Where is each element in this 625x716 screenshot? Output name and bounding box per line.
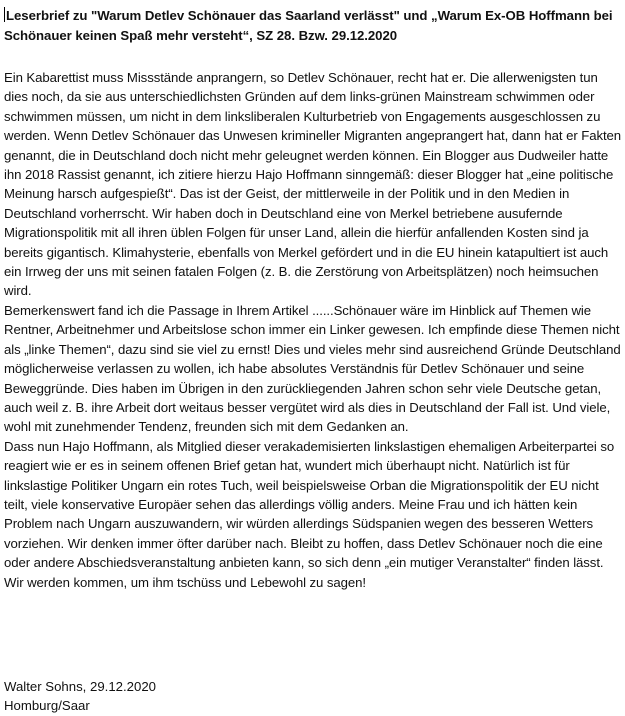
letter-title — [4, 6, 622, 46]
paragraph-3: Dass nun Hajo Hoffmann, als Mitglied dieser verakademisierten linkslastigen ehemaligen Arbeiterpartei so reagiert wie er es in seinem offenen Brief getan hat, wundert mich überhaupt nicht. Natürlich ist für linkslastige Politiker Ungarn ein rotes Tuch, weil beispielsweise Orban die Migrationspolitik der EU nicht teilt, viele konservative Europäer sehen das allerdings völlig anders. Meine Frau und ich hätten kein Problem nach Ungarn auszuwandern, wir würden allerdings Südspanien wegen des besseren Wetters vorziehen. Wir denken immer öfter darüber nach. Bleibt zu hoffen, dass Detlev Schönauer noch die eine oder andere Abschiedsveranstaltung anbieten kann, so sich denn „ein mutiger Veranstalter“ finden lässt. Wir werden kommen, um ihm tschüss und Lebewohl zu sagen! — [4, 438, 615, 590]
signature-name-date: Walter Sohns, 29.12.2020 — [4, 679, 156, 694]
paragraph-1: Ein Kabarettist muss Missstände anprangern, so Detlev Schönauer, recht hat er. Die allerwenigsten tun dies noch, da sie aus unterschiedlichsten Gründen auf dem links-grünen Mainstream schwimmen oder schwimmen müssen, um nicht in dem linksliberalen Kulturbetrieb von Engagements ausgeschlossen zu werden. Wenn Detlev Schönauer das Unwesen krimineller Migranten angeprangert hat, dann hat er Fakten genannt, die in Deutschland doch nicht mehr geleugnet werden können. Ein Blogger aus Dudweiler hatte ihn 2018 Rassist genannt, ich zitiere hierzu Hajo Hoffmann sinngemäß: dieser Blogger hat „eine politische Meinung harsch aufgespießt“. Das ist der Geist, der mittlerweile in der Politik und in den Medien in Deutschland vorherrscht. Wir haben doch in Deutschland eine von Merkel betriebene ausufernde Migrationspolitik mit all ihren üblen Folgen für unser Land, allein die hierfür anfallenden Kosten sind ja bereits gigantisch. Klimahysterie, ebenfalls von Merkel gefördert und in die EU hinein katapultiert ist auch ein Irrweg der uns mit seinen fatalen Folgen (z. B. die Zerstörung von Arbeitsplätzen) noch heimsuchen wird. — [4, 70, 622, 299]
paragraph-2: Bemerkenswert fand ich die Passage in Ihrem Artikel ......Schönauer wäre im Hinblick auf Themen wie Rentner, Arbeitnehmer und Arbeitslose schon immer ein Linker gewesen. Ich empfinde diese Themen nicht als „linke Themen“, dazu sind sie viel zu ernst! Dies und vieles mehr sind ausreichend Gründe Deutschland möglicherweise verlassen zu wollen, ich habe absolutes Verständnis für Detlev Schönauer und seine Beweggründe. Dies haben im Übrigen in den zurückliegenden Jahren schon sehr viele Deutsche getan, auch weil z. B. ihre Arbeit dort weitaus besser vergütet wird als dies in Deutschland der Fall ist. Und viele, wohl mit zunehmender Tendenz, freunden sich mit dem Gedanken an. — [4, 302, 621, 435]
text-cursor — [4, 7, 5, 22]
letter-body — [4, 68, 622, 592]
letter-title-text: Leserbrief zu "Warum Detlev Schönauer das Saarland verlässt" und „Warum Ex-OB Hoffmann bei Schönauer keinen Spaß mehr versteht“, SZ 28. Bzw. 29.12.2020 — [4, 8, 613, 43]
signature-block — [4, 677, 156, 716]
letter-document — [4, 6, 622, 592]
signature-place: Homburg/Saar — [4, 698, 90, 714]
